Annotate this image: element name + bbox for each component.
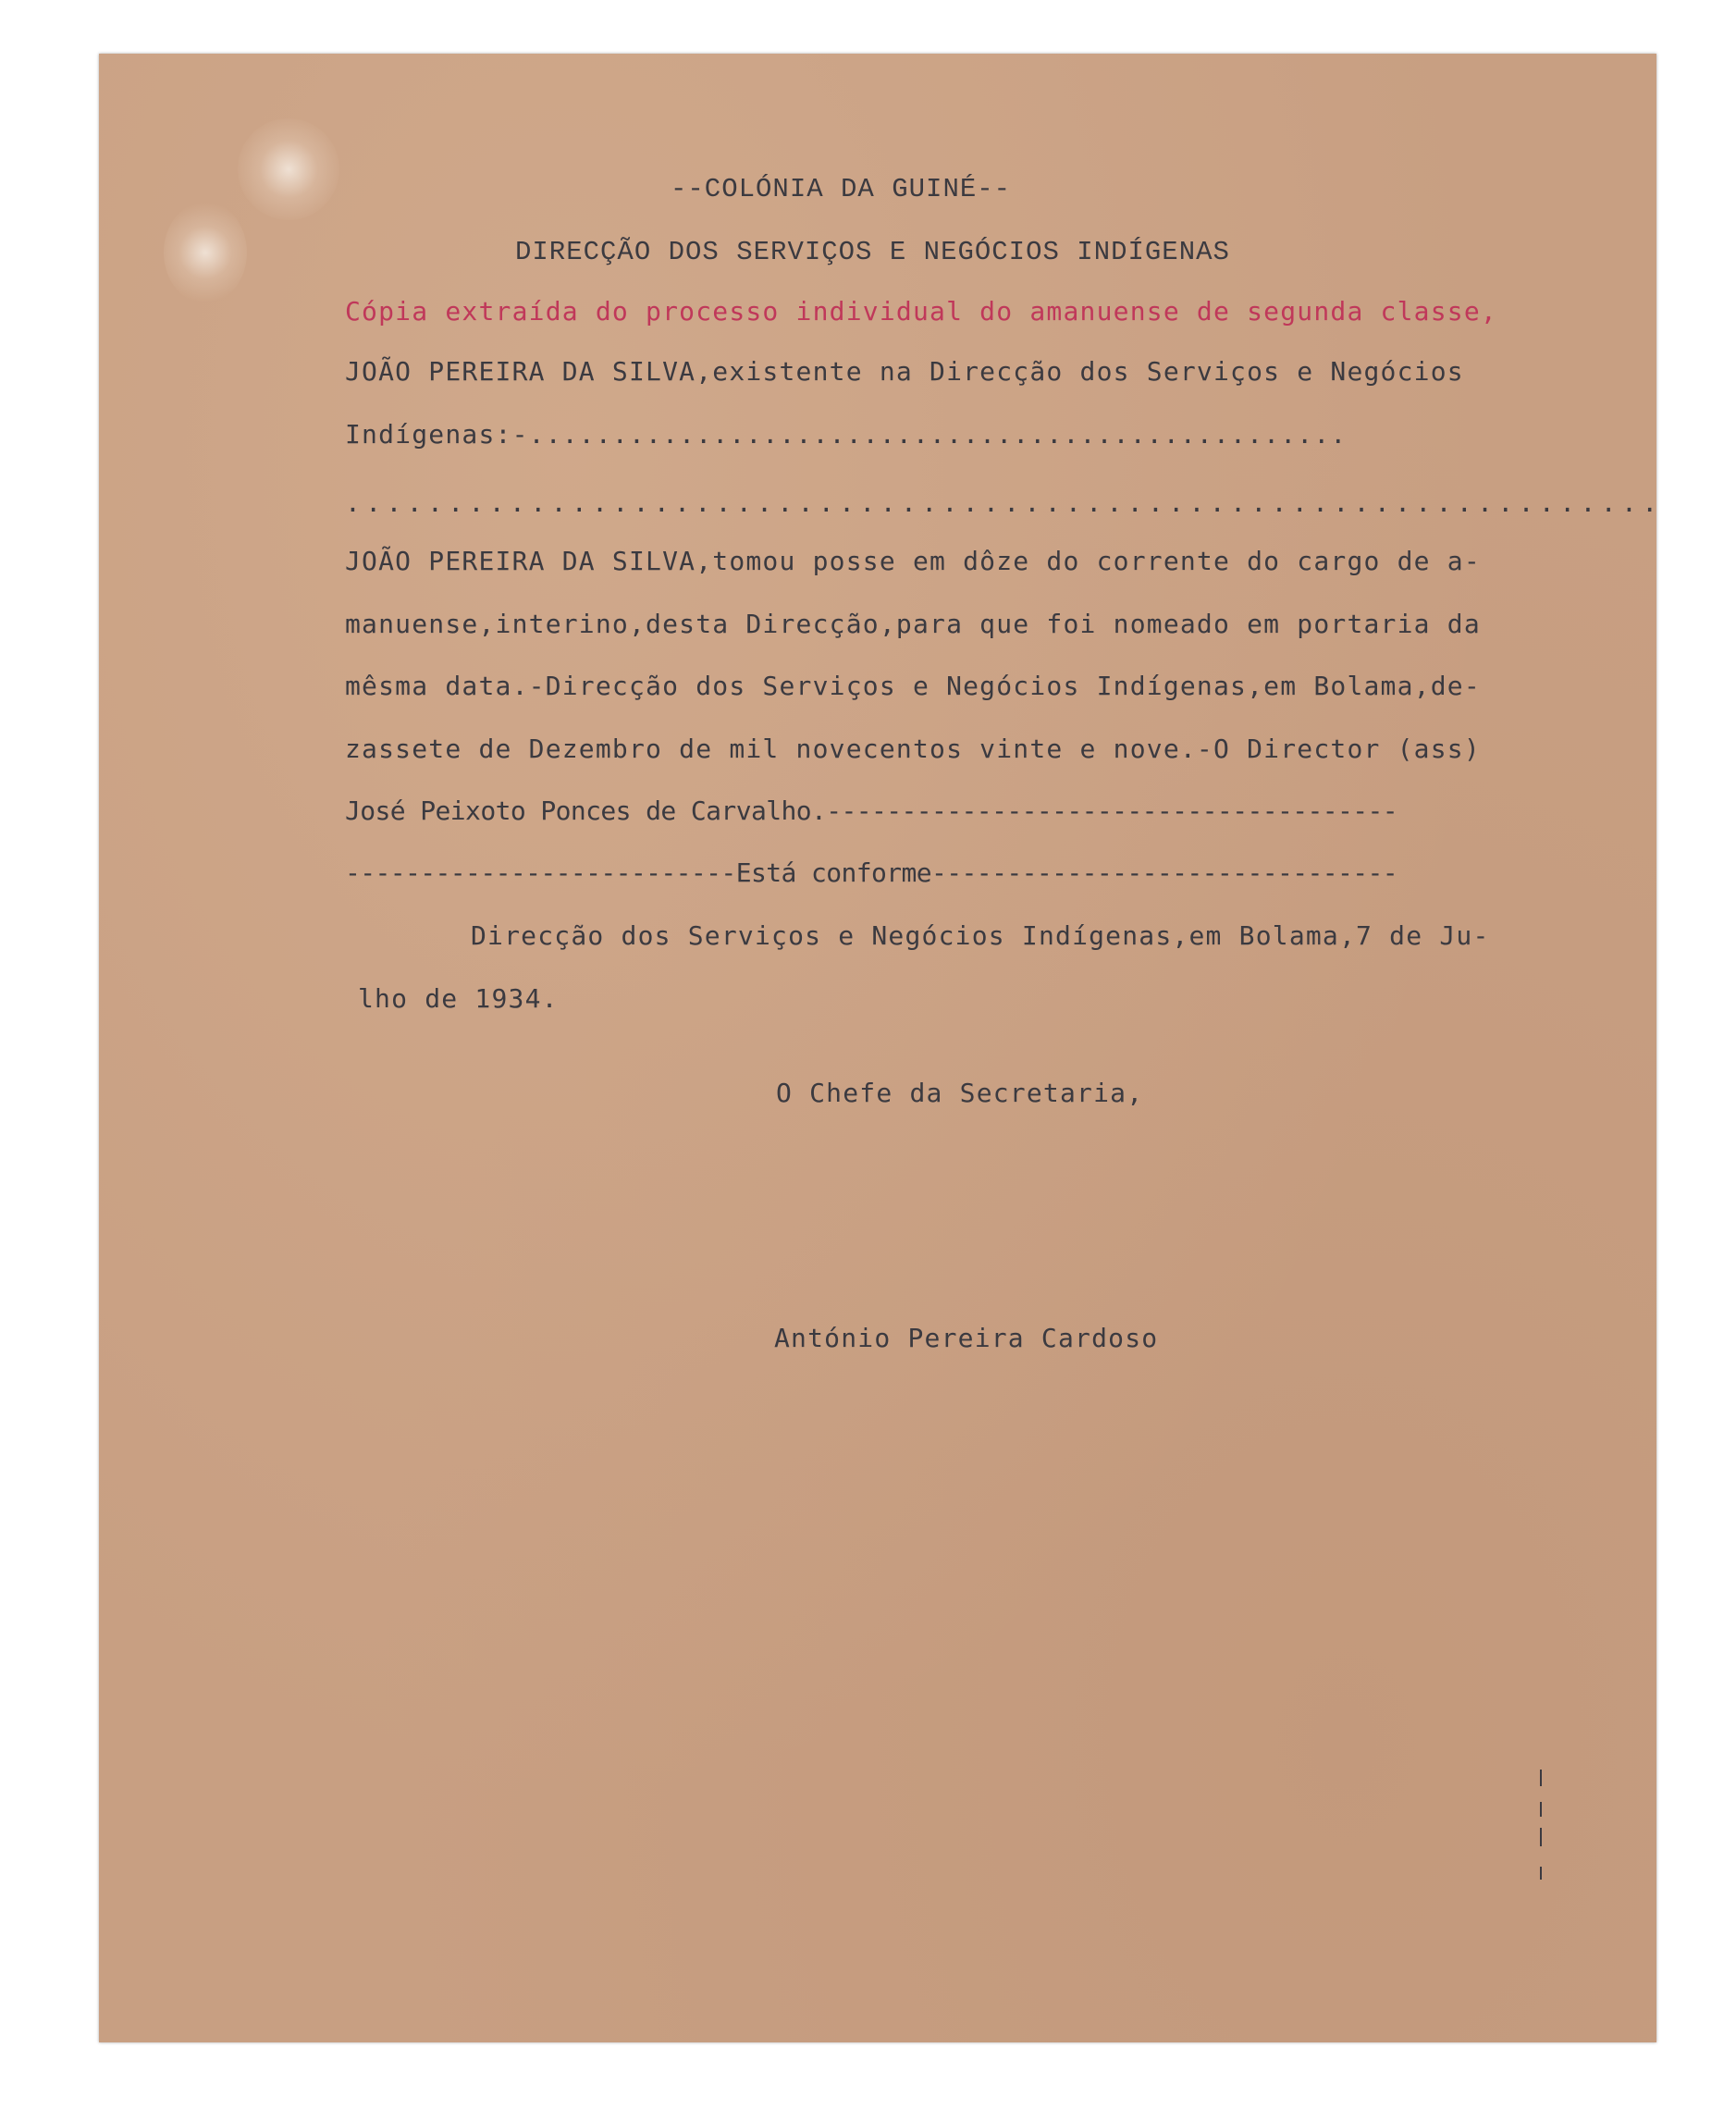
intro-line-1: Cópia extraída do processo individual do amanuense de segunda classe, — [345, 296, 1497, 327]
document-page — [99, 54, 1663, 2042]
colony-heading: --COLÓNIA DA GUINÉ-- — [671, 174, 1012, 204]
signatory-name: António Pereira Cardoso — [774, 1323, 1159, 1353]
paper-stain — [164, 202, 247, 303]
intro-line-3: Indígenas:-................................................. — [345, 419, 1348, 450]
intro-line-4: ................................................................ — [345, 487, 1663, 518]
margin-tick — [1540, 1867, 1542, 1880]
body-line-5: José Peixoto Ponces de Carvalho.-------------------------------------- — [345, 796, 1398, 826]
intro-line-2: JOÃO PEREIRA DA SILVA,existente na Direcção dos Serviços e Negócios — [345, 356, 1464, 387]
margin-tick — [1540, 1828, 1542, 1846]
signoff-title: O Chefe da Secretaria, — [776, 1078, 1144, 1108]
directorate-heading: DIRECÇÃO DOS SERVIÇOS E NEGÓCIOS INDÍGENAS — [515, 237, 1230, 267]
body-line-2: manuense,interino,desta Direcção,para que foi nomeado em portaria da — [345, 609, 1481, 639]
paper-stain — [238, 118, 339, 220]
body-line-4: zassete de Dezembro de mil novecentos vinte e nove.-O Director (ass) — [345, 734, 1481, 764]
margin-tick — [1540, 1802, 1542, 1817]
margin-tick — [1540, 1770, 1542, 1786]
dateline-1: Direcção dos Serviços e Negócios Indígenas,em Bolama,7 de Ju- — [471, 920, 1490, 951]
dateline-2: lho de 1934. — [358, 983, 559, 1014]
body-line-1: JOÃO PEREIRA DA SILVA,tomou posse em dôze do corrente do cargo de a- — [345, 546, 1481, 576]
body-line-3: mêsma data.-Direcção dos Serviços e Negócios Indígenas,em Bolama,de- — [345, 671, 1481, 701]
conformity-line: --------------------------Está conforme------------------------------- — [345, 857, 1398, 888]
